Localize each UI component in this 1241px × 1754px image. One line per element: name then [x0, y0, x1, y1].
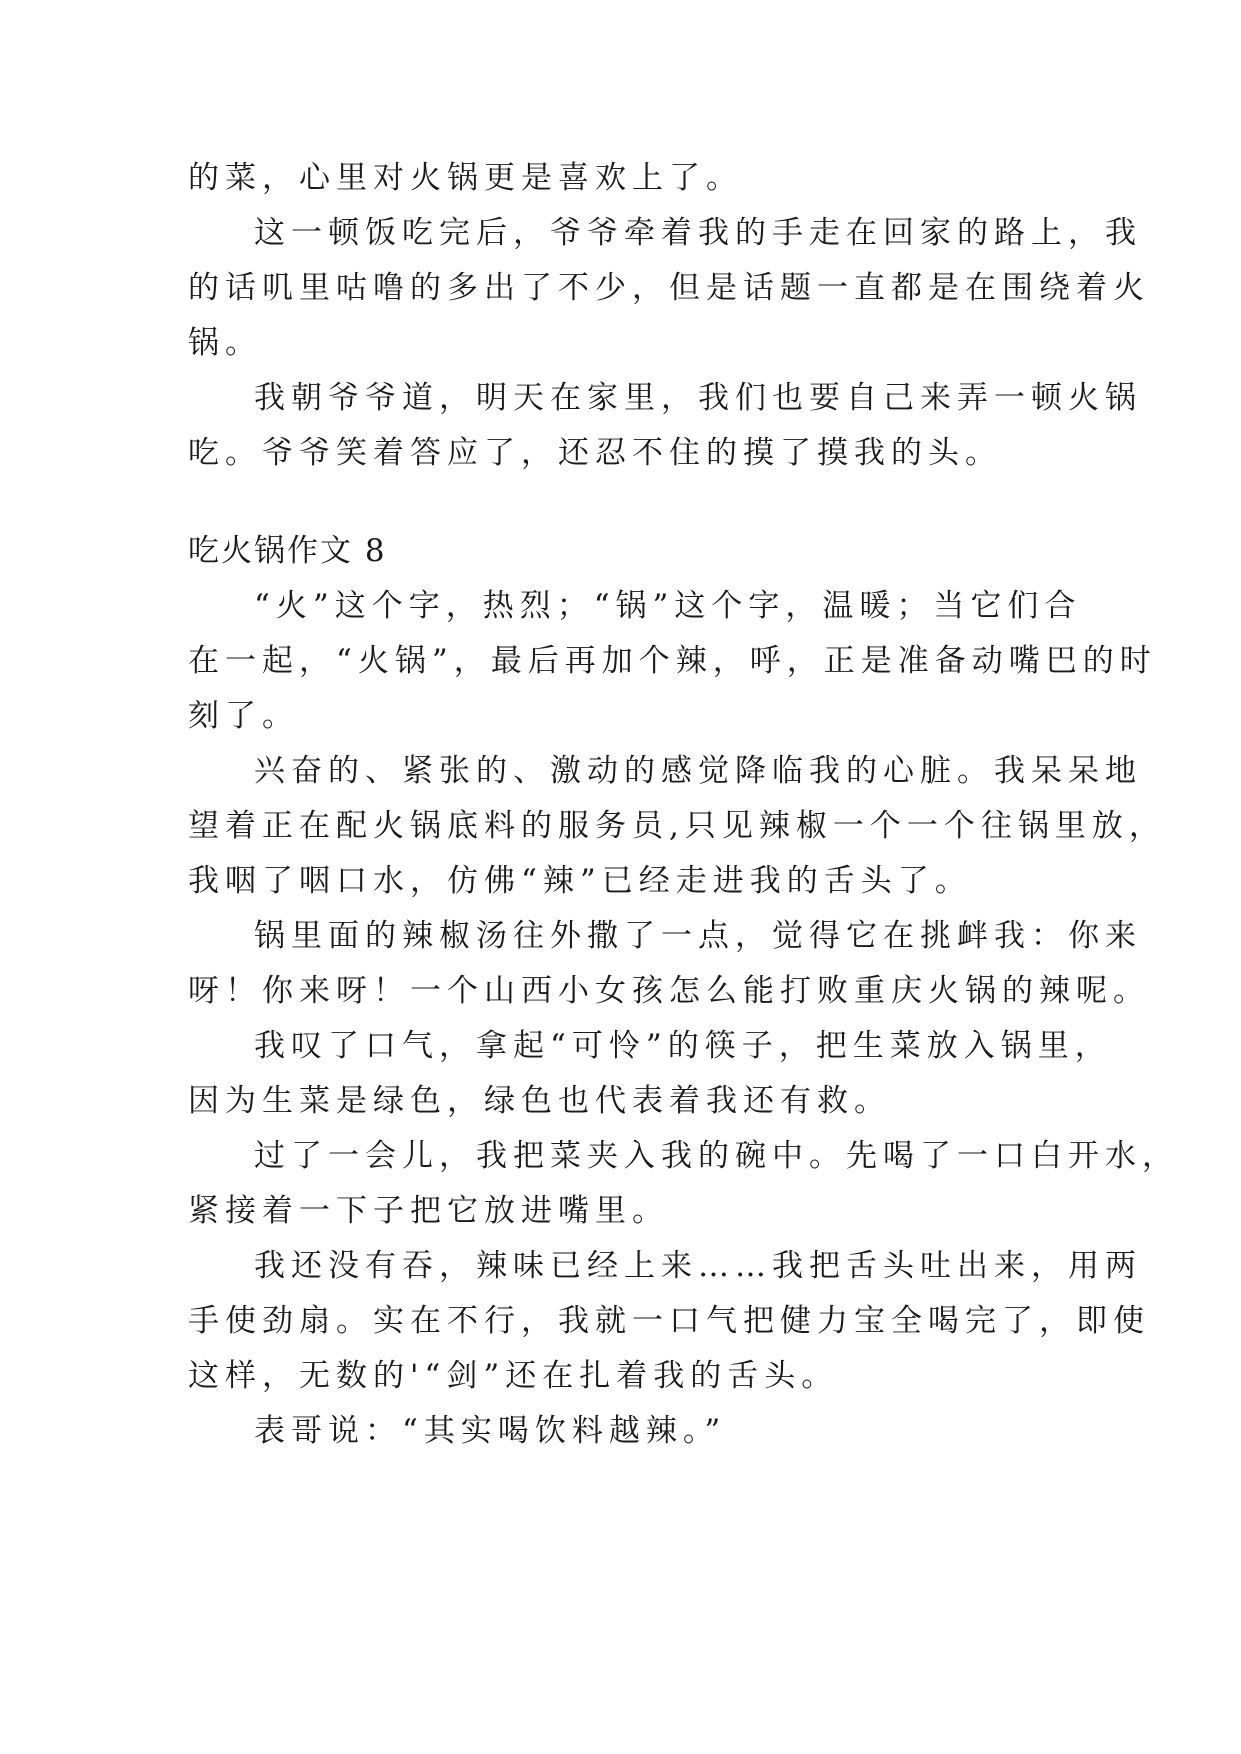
text-line: 过了一会儿，我把菜夹入我的碗中。先喝了一口白开水，	[254, 1138, 1179, 1174]
text-line: 兴奋的、紧张的、激动的感觉降临我的心脏。我呆呆地	[254, 753, 1142, 789]
text-line: 这一顿饭吃完后，爷爷牵着我的手走在回家的路上，我	[254, 215, 1142, 251]
text-line: 呀！你来呀！一个山西小女孩怎么能打败重庆火锅的辣呢。	[188, 973, 1150, 1009]
text-line: 在一起，“火锅”，最后再加个辣，呼，正是准备动嘴巴的时	[188, 643, 1157, 679]
text-line: 刻了。	[188, 698, 299, 734]
text-line: 这样，无数的'“剑”还在扎着我的舌头。	[188, 1358, 839, 1394]
text-line: 锅。	[188, 325, 262, 361]
text-line: 因为生菜是绿色，绿色也代表着我还有救。	[188, 1083, 891, 1119]
text-line: 我咽了咽口水，仿佛“辣”已经走进我的舌头了。	[188, 863, 972, 899]
text-line: 手使劲扇。实在不行，我就一口气把健力宝全喝完了，即使	[188, 1303, 1150, 1339]
text-line: 我叹了口气，拿起“可怜”的筷子，把生菜放入锅里，	[254, 1028, 1112, 1064]
text-line: 紧接着一下子把它放进嘴里。	[188, 1193, 669, 1229]
text-line: 的话叽里咕噜的多出了不少，但是话题一直都是在围绕着火	[188, 270, 1150, 306]
text-line: 我朝爷爷道，明天在家里，我们也要自己来弄一顿火锅	[254, 380, 1142, 416]
text-line: 表哥说：“其实喝饮料越辣。”	[254, 1413, 727, 1449]
text-line: 望着正在配火锅底料的服务员,只见辣椒一个一个往锅里放，	[188, 808, 1166, 844]
section-heading: 吃火锅作文 8	[188, 533, 387, 569]
text-line: 我还没有吞，辣味已经上来……我把舌头吐出来，用两	[254, 1248, 1142, 1284]
text-line: 吃。爷爷笑着答应了，还忍不住的摸了摸我的头。	[188, 435, 1002, 471]
text-line: 的菜，心里对火锅更是喜欢上了。	[188, 160, 743, 196]
text-line: “火”这个字，热烈；“锅”这个字，温暖；当它们合	[254, 588, 1082, 624]
text-line: 锅里面的辣椒汤往外撒了一点，觉得它在挑衅我：你来	[254, 918, 1142, 954]
